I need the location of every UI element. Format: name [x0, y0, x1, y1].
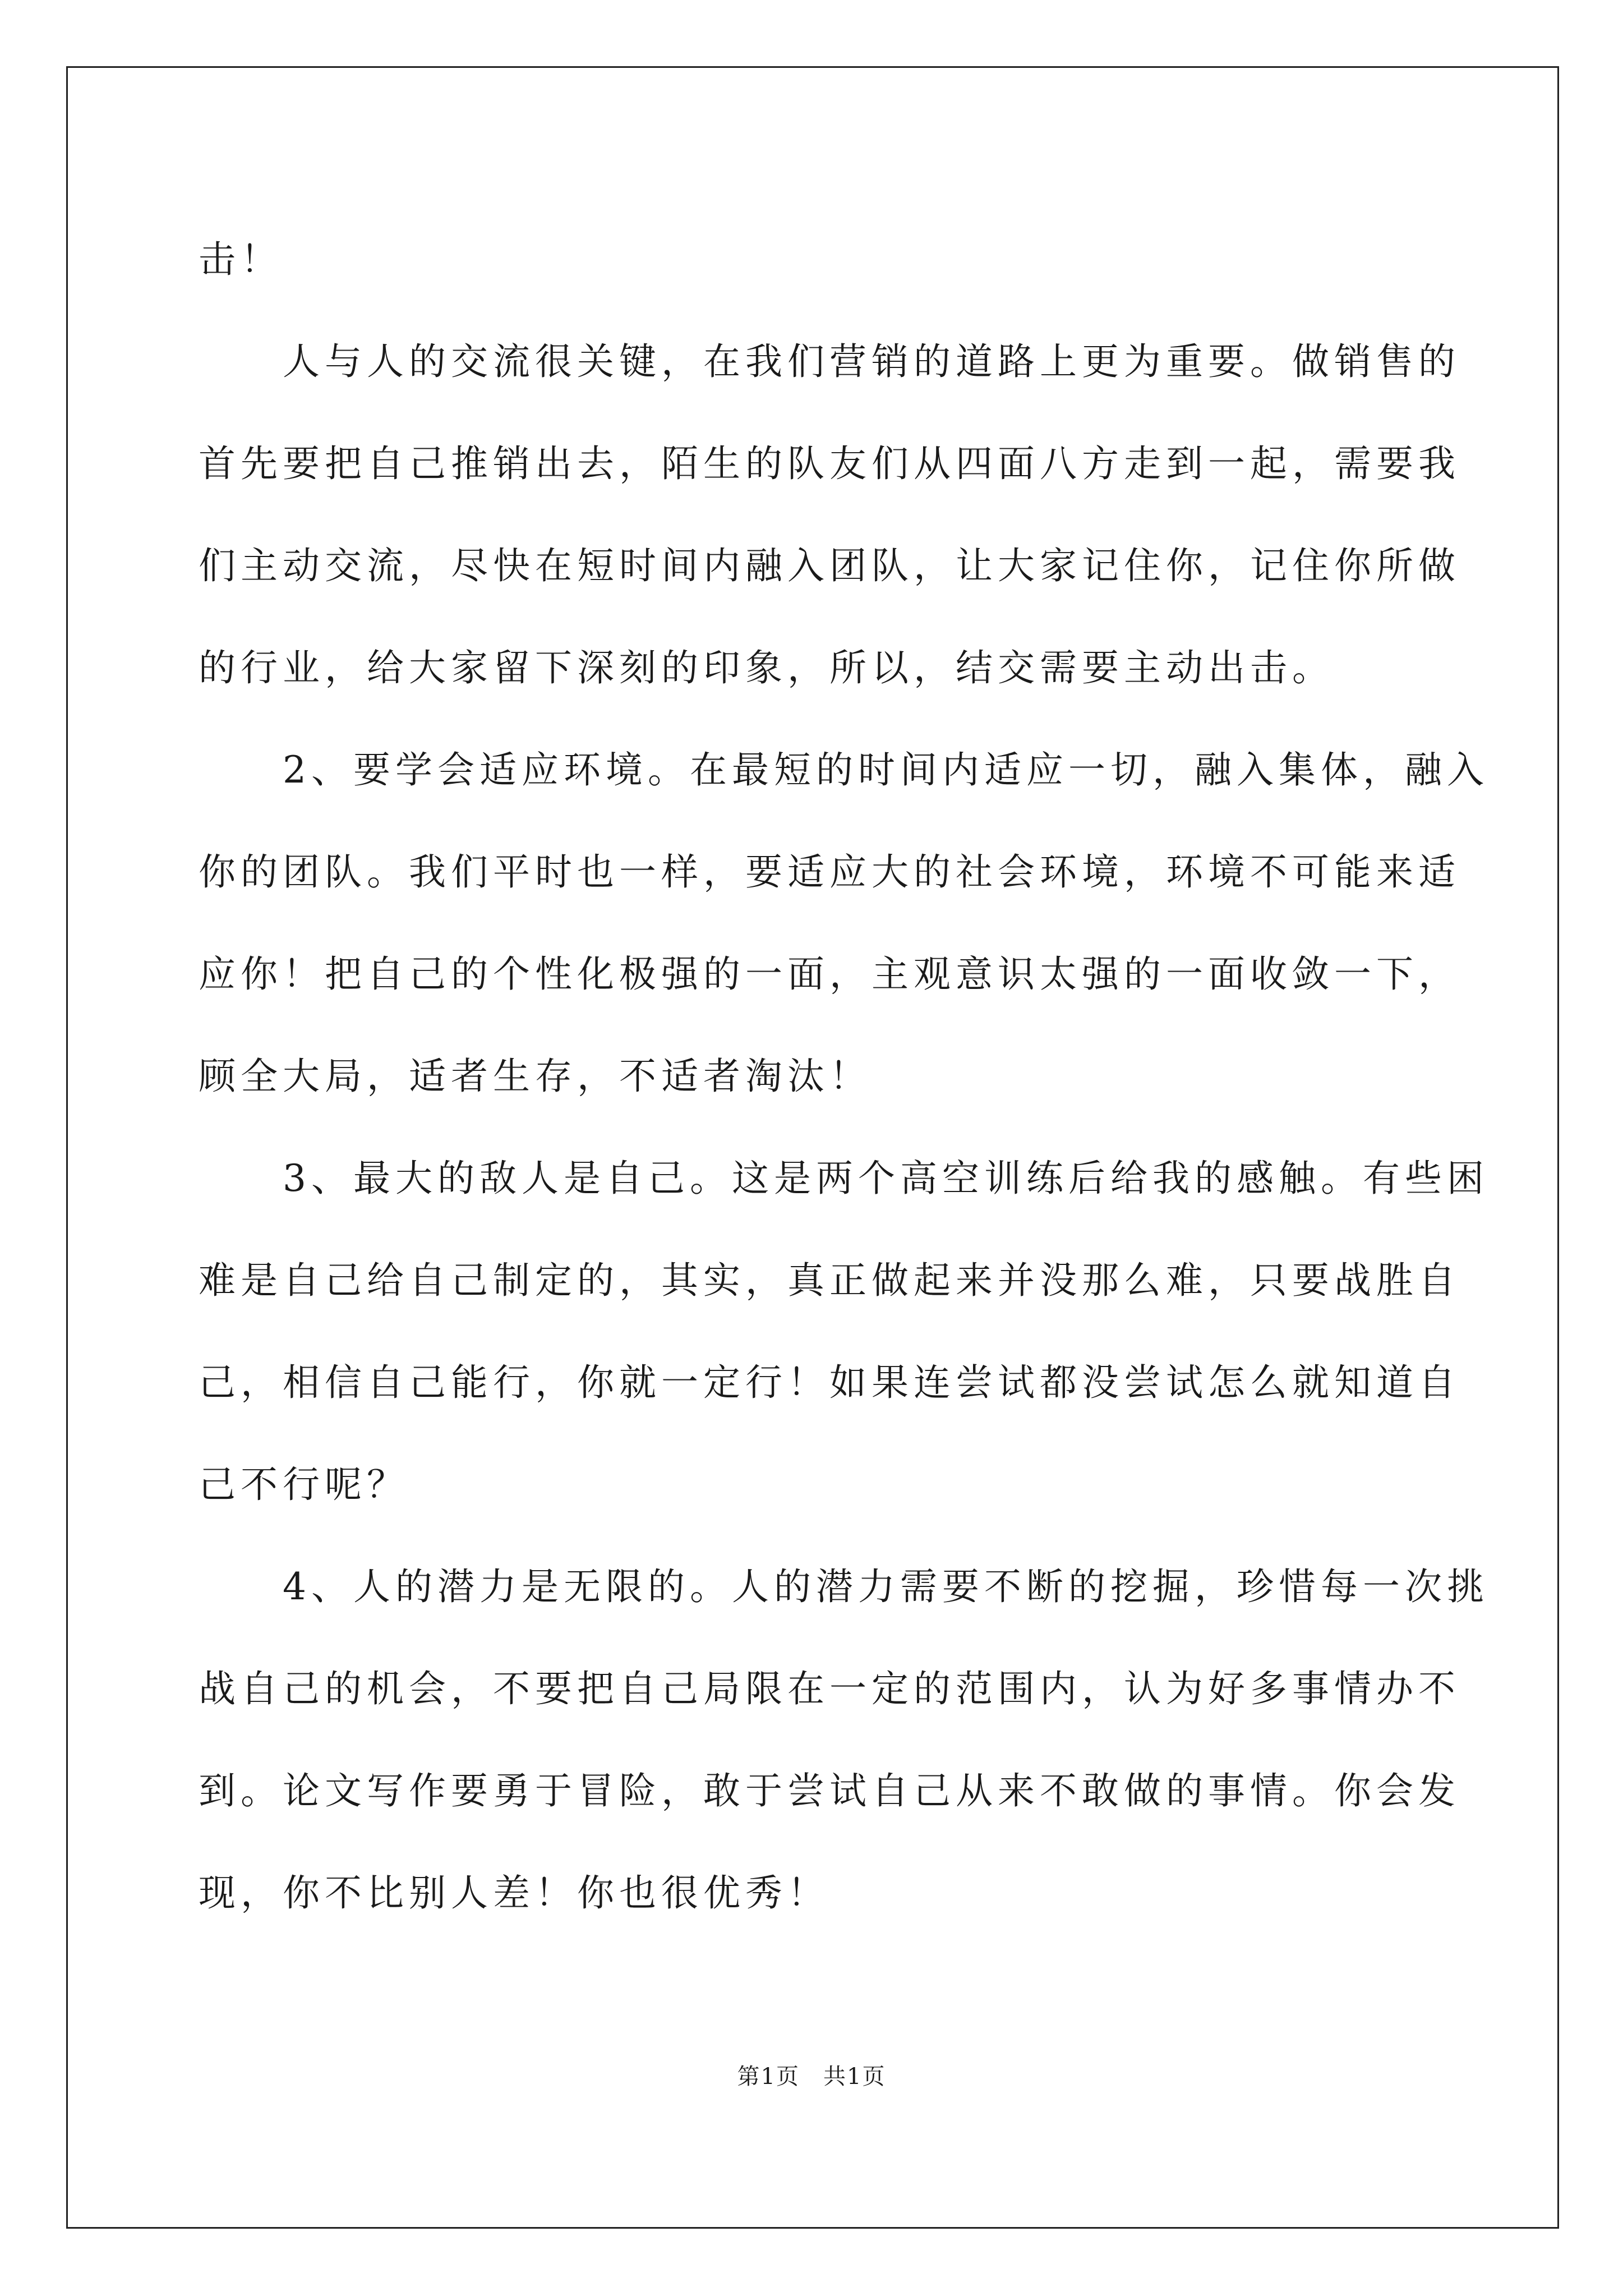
- text-line: 的行业，给大家留下深刻的印象，所以，结交需要主动出击。: [199, 646, 1334, 689]
- text-line: 顾全大局，适者生存，不适者淘汰！: [199, 1055, 872, 1098]
- text-line: 到。论文写作要勇于冒险，敢于尝试自己从来不敢做的事情。你会发: [199, 1769, 1460, 1812]
- text-line: 人与人的交流很关键，在我们营销的道路上更为重要。做销售的: [199, 340, 1460, 383]
- page-footer: 第1页 共1页: [737, 2064, 886, 2090]
- text-line: 首先要把自己推销出去，陌生的队友们从四面八方走到一起，需要我: [199, 442, 1460, 485]
- text-line: 己，相信自己能行，你就一定行！如果连尝试都没尝试怎么就知道自: [199, 1361, 1460, 1404]
- text-line: 现，你不比别人差！你也很优秀！: [199, 1871, 829, 1915]
- text-line: 己不行呢？: [199, 1463, 409, 1506]
- text-line: 你的团队。我们平时也一样，要适应大的社会环境，环境不可能来适: [199, 850, 1460, 894]
- text-line: 4、人的潜力是无限的。人的潜力需要不断的挖掘，珍惜每一次挑: [199, 1565, 1489, 1608]
- text-line: 击！: [199, 238, 283, 281]
- text-line: 2、要学会适应环境。在最短的时间内适应一切，融入集体，融入: [199, 748, 1489, 792]
- text-line: 3、最大的敌人是自己。这是两个高空训练后给我的感触。有些困: [199, 1157, 1489, 1200]
- document-body: [199, 209, 1489, 1944]
- text-line: 们主动交流，尽快在短时间内融入团队，让大家记住你，记住你所做: [199, 544, 1460, 587]
- text-line: 难是自己给自己制定的，其实，真正做起来并没那么难，只要战胜自: [199, 1259, 1460, 1302]
- text-line: 应你！把自己的个性化极强的一面，主观意识太强的一面收敛一下，: [199, 953, 1460, 996]
- text-line: 战自己的机会，不要把自己局限在一定的范围内，认为好多事情办不: [199, 1667, 1460, 1710]
